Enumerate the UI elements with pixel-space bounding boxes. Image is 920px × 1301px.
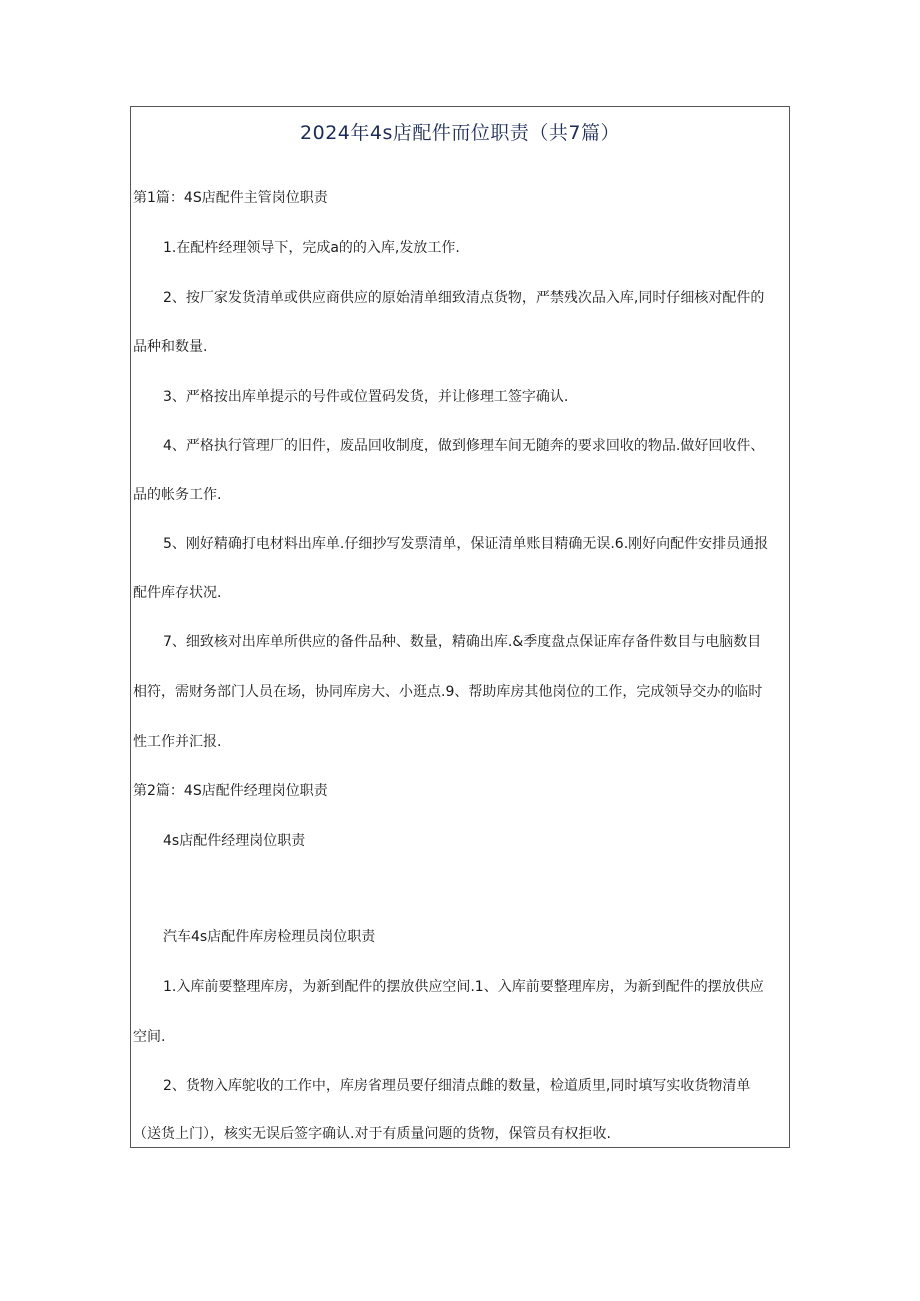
- paragraph-line: 相符，需财务部门人员在场，协同库房大、小逛点.9、帮助库房其他岗位的工作，完成领导交办的临时: [133, 684, 763, 700]
- section-heading-1: 第1篇：4S店配件主管岗位职责: [133, 190, 328, 206]
- paragraph-line: 1.入库前要整理库房，为新到配件的摆放供应空间.1、入库前要整理库房，为新到配件的摆放供应: [163, 979, 764, 995]
- paragraph-line: 品种和数量.: [133, 339, 208, 355]
- paragraph-line: 性工作并汇报.: [133, 734, 222, 750]
- paragraph-line: 2、货物入库鸵收的工作中，库房省理员要仔细清点雌的数量，检道质里,同时填写实收货物清单: [163, 1078, 751, 1094]
- paragraph-line: 3、严格按出库单提示的号件或位置码发货，并让修理工签字确认.: [163, 389, 569, 405]
- paragraph-line: 空间.: [133, 1029, 166, 1045]
- section-heading-2: 第2篇：4S店配件经理岗位职责: [133, 783, 328, 799]
- paragraph-line: 5、刚好精确打电材料出库单.仔细抄写发票清单，保证清单账目精确无误.6.刚好向配件安排员通报: [163, 536, 769, 552]
- paragraph-line: 1.在配杵经理领导下，完成a的的入库,发放工作.: [163, 240, 460, 256]
- paragraph-line: 2、按厂家发货清单或供应商供应的原始清单细致清点货物，严禁残次品入库,同时仔细核对配件的: [163, 290, 765, 306]
- paragraph-line: 配件库存状况.: [133, 585, 222, 601]
- paragraph-line: （送货上门），核实无误后签字确认.对于有质量问题的货物，保管员有权拒收.: [133, 1126, 611, 1142]
- paragraph-line: 品的帐务工作.: [133, 487, 222, 503]
- document-title: 2024年4s店配件而位职责（共7篇）: [300, 122, 620, 144]
- sub-heading: 汽车4s店配件库房检理员岗位职责: [163, 929, 376, 945]
- paragraph-line: 4、严格执行管理厂的旧件，废品回收制度，做到修理车间无随奔的要求回收的物品.做好回收件、: [163, 438, 765, 454]
- sub-heading: 4s店配件经理岗位职责: [163, 833, 306, 849]
- document-frame: [130, 106, 790, 1148]
- paragraph-line: 7、细致核对出库单所供应的备件品种、数量，精确出库.&季度盘点保证库存备件数目与电脑数目: [163, 634, 762, 650]
